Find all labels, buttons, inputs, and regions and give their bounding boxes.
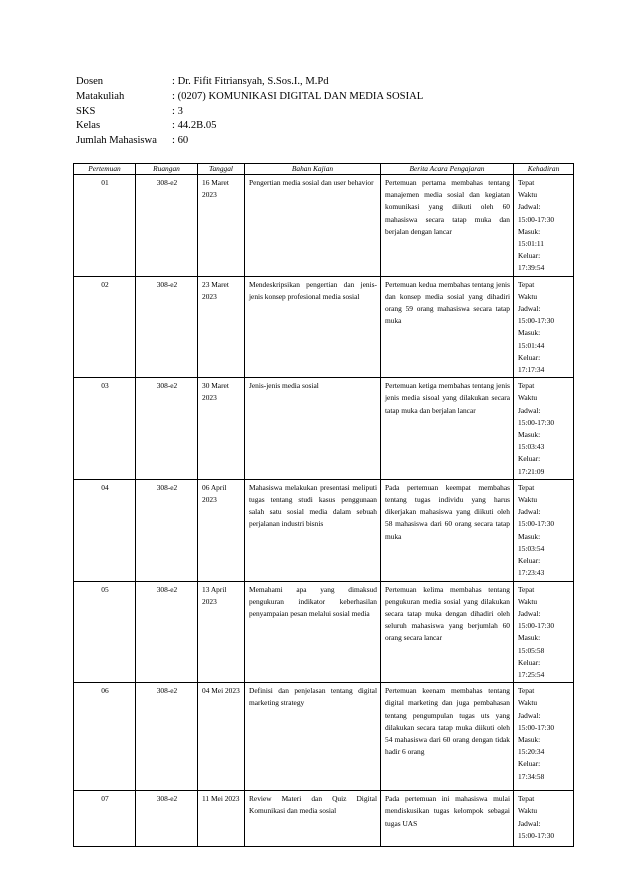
- attendance: [514, 791, 574, 847]
- info-label: Jumlah Mahasiswa: [76, 135, 157, 147]
- column-header: Berita Acara Pengajaran: [381, 164, 514, 175]
- attendance-line: 15:20:34: [518, 747, 545, 757]
- meeting-number: 05: [74, 581, 136, 683]
- attendance-line: Jadwal:: [518, 818, 541, 828]
- column-header: Ruangan: [136, 164, 198, 175]
- meeting-number: 06: [74, 683, 136, 791]
- info-label: Matakuliah: [76, 90, 125, 102]
- attendance-line: Waktu: [518, 393, 538, 403]
- topic: Mendeskripsikan pengertian dan jenis-jenis konsep profesional media sosial: [245, 276, 381, 378]
- attendance-line: Waktu: [518, 495, 538, 505]
- date: 06 April 2023: [198, 479, 245, 581]
- attendance-line: Keluar:: [518, 251, 541, 261]
- date: 11 Mei 2023: [198, 791, 245, 847]
- attendance-line: Waktu: [518, 291, 538, 301]
- column-header: Bahan Kajian: [245, 164, 381, 175]
- room: 308-e2: [136, 378, 198, 480]
- topic: Pengertian media sosial dan user behavior: [245, 175, 381, 277]
- attendance-line: 15:01:11: [518, 239, 545, 249]
- teaching-report: Pada pertemuan ini mahasiswa mulai mendiskusikan tugas kelompok sebagai tugas UAS: [381, 791, 514, 847]
- teaching-report: Pertemuan kedua membahas tentang jenis dan konsep media sosial yang dihadiri orang 59 orang mahasiswa secara tatap muka: [381, 276, 514, 378]
- info-value: : 3: [172, 105, 183, 117]
- attendance-line: Waktu: [518, 806, 538, 816]
- attendance-line: Tepat: [518, 794, 535, 804]
- info-value: : 44.2B.05: [172, 120, 217, 132]
- column-header: Kehadiran: [514, 164, 574, 175]
- attendance-line: 17:39:54: [518, 263, 545, 273]
- attendance-line: Masuk:: [518, 226, 541, 236]
- table-header-row: [74, 164, 574, 175]
- topic: Definisi dan penjelasan tentang digital marketing strategy: [245, 683, 381, 791]
- course-info: [76, 75, 556, 149]
- table-row: [74, 276, 574, 378]
- info-value: : 60: [172, 135, 189, 147]
- info-row-credits: [76, 105, 556, 120]
- attendance-line: 15:00-17:30: [518, 621, 555, 631]
- attendance-line: Masuk:: [518, 430, 541, 440]
- attendance-line: 15:03:43: [518, 442, 545, 452]
- attendance-line: Tepat: [518, 482, 535, 492]
- attendance-line: Jadwal:: [518, 405, 541, 415]
- attendance-line: 17:25:54: [518, 669, 545, 679]
- attendance-line: Jadwal:: [518, 507, 541, 517]
- attendance-line: Keluar:: [518, 759, 541, 769]
- attendance-line: 15:00-17:30: [518, 417, 555, 427]
- date: 16 Maret 2023: [198, 175, 245, 277]
- topic: Mahasiswa melakukan presentasi meliputi tugas tentang studi kasus penggunaan salah satu sosial media dalam sebuah perjalanan industri bisnis: [245, 479, 381, 581]
- info-value: : Dr. Fifit Fitriansyah, S.Sos.I., M.Pd: [172, 76, 329, 87]
- attendance: [514, 175, 574, 277]
- attendance-line: Tepat: [518, 686, 535, 696]
- date: 30 Maret 2023: [198, 378, 245, 480]
- topic: Jenis-jenis media sosial: [245, 378, 381, 480]
- attendance-line: Keluar:: [518, 556, 541, 566]
- attendance-line: Masuk:: [518, 328, 541, 338]
- meeting-number: 01: [74, 175, 136, 277]
- room: 308-e2: [136, 581, 198, 683]
- teaching-report: Pertemuan kelima membahas tentang pengukuran media sosial yang dilakukan secara tatap muka dengan dihadiri oleh seluruh mahasiswa yang berjumlah 60 orang secara lancar: [381, 581, 514, 683]
- date: 04 Mei 2023: [198, 683, 245, 791]
- table-row: [74, 378, 574, 480]
- attendance-line: Jadwal:: [518, 304, 541, 314]
- room: 308-e2: [136, 479, 198, 581]
- attendance-line: 15:05:58: [518, 645, 545, 655]
- table-row: [74, 175, 574, 277]
- attendance-line: 15:00-17:30: [518, 519, 555, 529]
- attendance-line: Tepat: [518, 584, 535, 594]
- attendance-line: 17:21:09: [518, 466, 545, 476]
- topic: Review Materi dan Quiz Digital Komunikasi dan media sosial: [245, 791, 381, 847]
- attendance: [514, 276, 574, 378]
- info-label: Kelas: [76, 120, 101, 132]
- table-row: [74, 479, 574, 581]
- info-row-students: [76, 134, 556, 149]
- attendance-line: Jadwal:: [518, 202, 541, 212]
- attendance: [514, 479, 574, 581]
- room: 308-e2: [136, 175, 198, 277]
- attendance-line: Tepat: [518, 381, 535, 391]
- attendance-line: 15:00-17:30: [518, 214, 555, 224]
- teaching-report: Pertemuan pertama membahas tentang manajemen media sosial dan kegiatan komunikasi yang diikuti oleh 60 mahasiswa secara tatap muka dan berjalan dengan lancar: [381, 175, 514, 277]
- attendance-line: 15:00-17:30: [518, 316, 555, 326]
- date: 13 April 2023: [198, 581, 245, 683]
- attendance-line: 17:17:34: [518, 365, 545, 375]
- info-row-class: [76, 119, 556, 134]
- attendance-line: Waktu: [518, 596, 538, 606]
- attendance-line: Jadwal:: [518, 710, 541, 720]
- attendance-line: Waktu: [518, 190, 538, 200]
- attendance-line: 15:00-17:30: [518, 830, 555, 840]
- topic: Memahami apa yang dimaksud pengukuran indikator keberhasilan penyampaian pesan melalui sosial media: [245, 581, 381, 683]
- teaching-report: Pada pertemuan keempat membahas tentang tugas individu yang harus dikerjakan mahasiswa yang diikuti oleh 58 mahasiswa dari 60 orang secara tatap muka: [381, 479, 514, 581]
- attendance-line: 17:34:58: [518, 771, 545, 781]
- room: 308-e2: [136, 276, 198, 378]
- attendance-line: Keluar:: [518, 352, 541, 362]
- table-row: [74, 581, 574, 683]
- meeting-number: 04: [74, 479, 136, 581]
- attendance-line: Masuk:: [518, 633, 541, 643]
- attendance-table: [73, 163, 574, 847]
- info-value: : (0207) KOMUNIKASI DIGITAL DAN MEDIA SOSIAL: [172, 90, 424, 102]
- attendance-line: Masuk:: [518, 531, 541, 541]
- info-label: SKS: [76, 105, 96, 117]
- column-header: Tanggal: [198, 164, 245, 175]
- attendance-line: 15:00-17:30: [518, 722, 555, 732]
- attendance-line: Tepat: [518, 178, 535, 187]
- info-label: Dosen: [76, 76, 104, 87]
- attendance-line: 15:01:44: [518, 340, 545, 350]
- meeting-number: 07: [74, 791, 136, 847]
- attendance-line: Tepat: [518, 279, 535, 289]
- info-row-lecturer: [76, 75, 556, 90]
- table-row: [74, 791, 574, 847]
- attendance-line: 15:03:54: [518, 543, 545, 553]
- column-header: Pertemuan: [74, 164, 136, 175]
- room: 308-e2: [136, 791, 198, 847]
- date: 23 Maret 2023: [198, 276, 245, 378]
- attendance-line: Waktu: [518, 698, 538, 708]
- info-row-course: [76, 90, 556, 105]
- attendance-line: Keluar:: [518, 657, 541, 667]
- teaching-report: Pertemuan keenam membahas tentang digital marketing dan juga pembahasan tentang pengumpulan tugas uts yang dilakukan secara tatap muka diikuti oleh 54 mahasiswa dari 60 orang dengan tidak hadir 6 orang: [381, 683, 514, 791]
- attendance: [514, 683, 574, 791]
- attendance-line: 17:23:43: [518, 568, 545, 578]
- attendance-line: Keluar:: [518, 454, 541, 464]
- table-row: [74, 683, 574, 791]
- meeting-number: 03: [74, 378, 136, 480]
- attendance-line: Jadwal:: [518, 608, 541, 618]
- attendance: [514, 378, 574, 480]
- meeting-number: 02: [74, 276, 136, 378]
- teaching-report: Pertemuan ketiga membahas tentang jenis jenis media sisoal yang dilakukan secara tatap muka dan berjalan lancar: [381, 378, 514, 480]
- attendance: [514, 581, 574, 683]
- attendance-line: Masuk:: [518, 734, 541, 744]
- room: 308-e2: [136, 683, 198, 791]
